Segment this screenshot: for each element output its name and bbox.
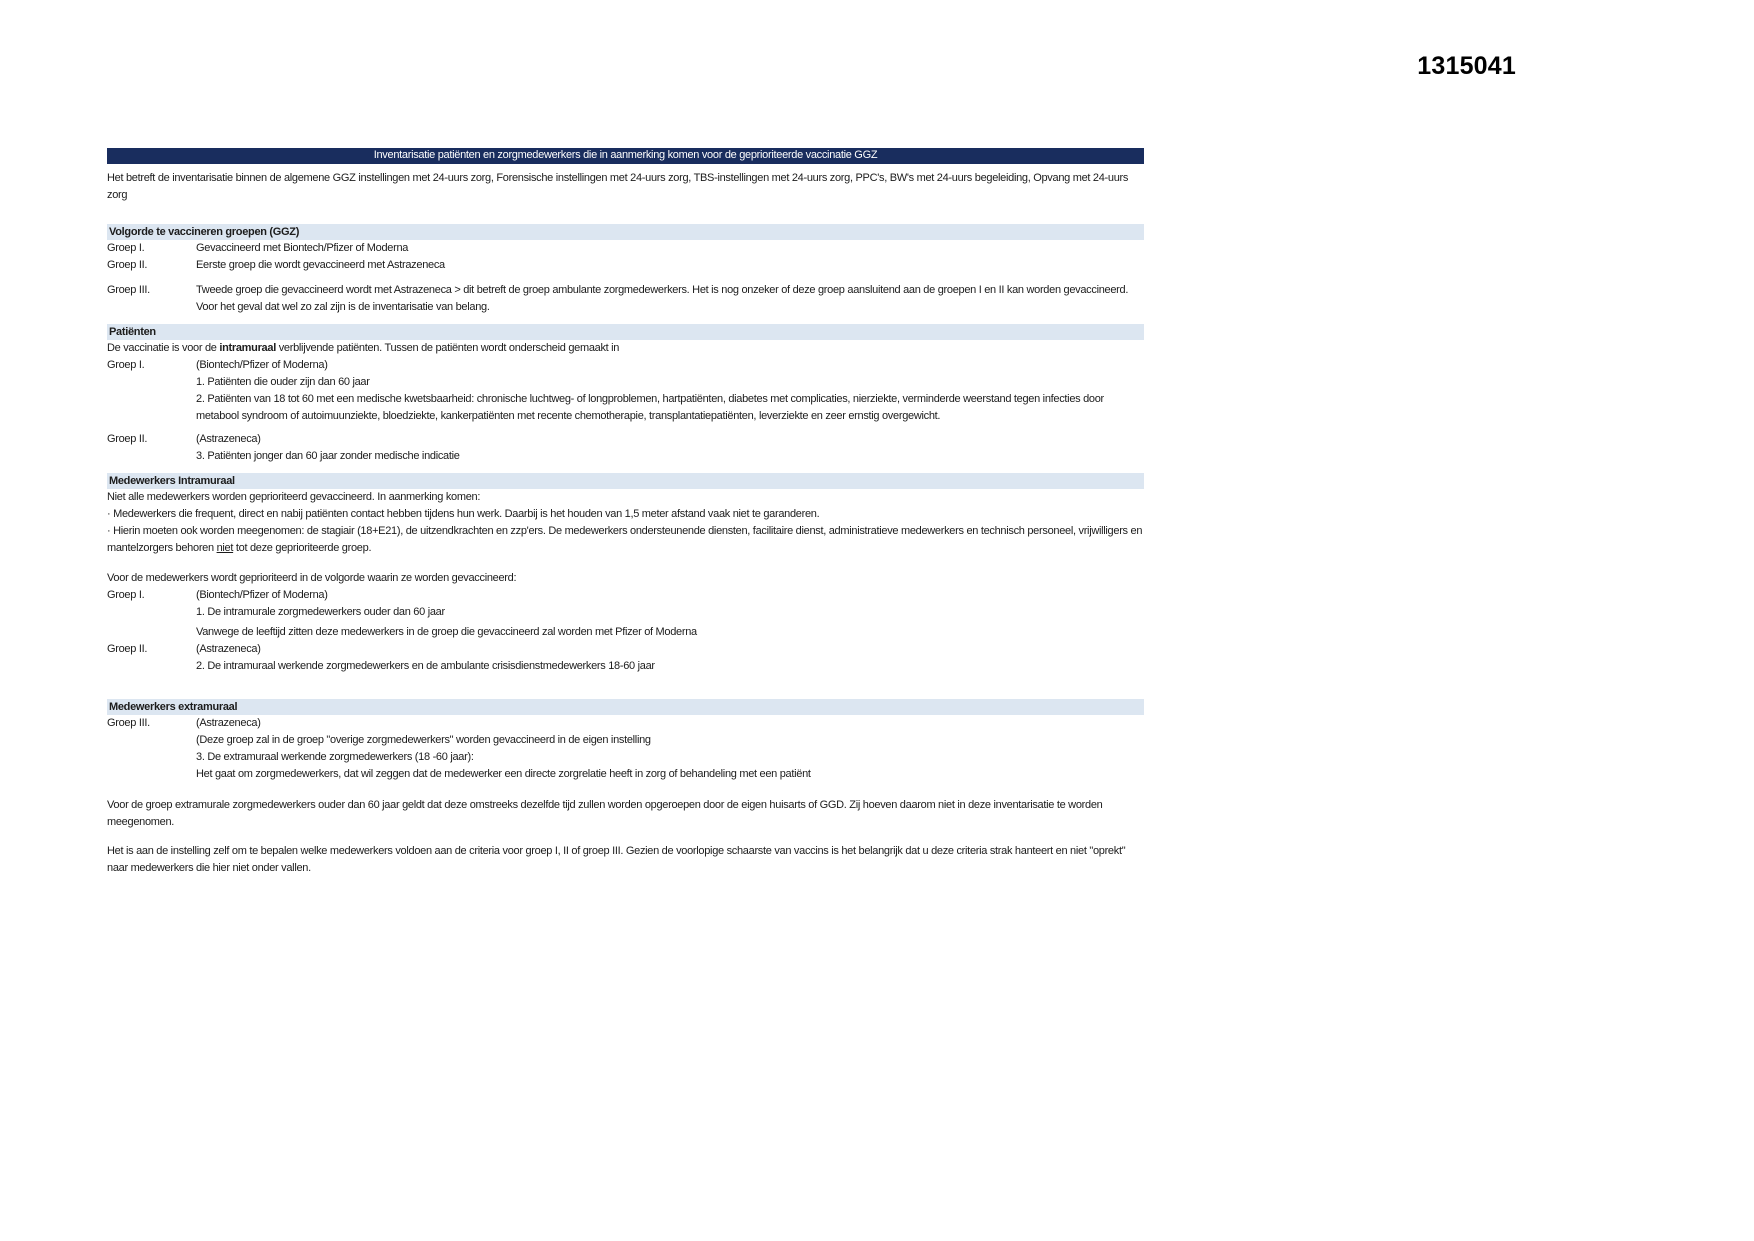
section-header-patienten: Patiënten [107, 324, 1144, 340]
intramuraal-bullet2-post: tot deze geprioriteerde groep. [233, 542, 372, 554]
group-text: Gevaccineerd met Biontech/Pfizer of Moderna [196, 242, 409, 254]
patienten-intro [107, 340, 1144, 357]
group-vaccine: (Astrazeneca) [196, 433, 261, 445]
group-vaccine: (Astrazeneca) [196, 717, 261, 729]
group-row [107, 240, 1144, 257]
group-row [107, 431, 1144, 448]
list-item-note: Het gaat om zorgmedewerkers, dat wil zeggen dat de medewerker een directe zorgrelatie heeft in zorg of behandeling met een patiënt [196, 768, 811, 780]
patienten-intro-bold: intramuraal [219, 342, 276, 354]
group-text: Tweede groep die gevaccineerd wordt met Astrazeneca > dit betreft de groep ambulante zorgmedewerkers. Het is nog onzeker of deze groep aansluitend aan de groepen I en II kan worden gevaccineerd. Voor het geval dat wel zo zal zijn is de inventarisatie van belang. [196, 284, 1129, 313]
group-vaccine: (Astrazeneca) [196, 643, 261, 655]
intramuraal-bullet2-underline: niet [216, 542, 234, 554]
section-header-volgorde: Volgorde te vaccineren groepen (GGZ) [107, 224, 1144, 240]
list-item-note: Vanwege de leeftijd zitten deze medewerkers in de groep die gevaccineerd zal worden met Pfizer of Moderna [196, 626, 697, 638]
group-row [107, 257, 1144, 274]
patienten-intro-post: verblijvende patiënten. Tussen de patiënten wordt onderscheid gemaakt in [275, 342, 620, 354]
group-label: Groep I. [107, 589, 145, 601]
document-content [107, 148, 1144, 877]
group-label: Groep II. [107, 433, 148, 445]
group-label: Groep III. [107, 284, 150, 296]
intramuraal-bullet2-pre: · Hierin moeten ook worden meegenomen: de stagiair (18+E21), de uitzendkrachten en zzp'ers. De medewerkers ondersteunende diensten, facilitaire dienst, administratieve medewerkers en technisch personeel, vrijwilligers en mantelzorgers behoren [107, 525, 1143, 554]
group-vaccine: (Biontech/Pfizer of Moderna) [196, 359, 328, 371]
list-item: 1. De intramurale zorgmedewerkers ouder dan 60 jaar [196, 606, 445, 618]
section-header-medewerkers-intramuraal: Medewerkers Intramuraal [107, 473, 1144, 489]
group-label: Groep I. [107, 242, 145, 254]
group-vaccine: (Biontech/Pfizer of Moderna) [196, 589, 328, 601]
intro-paragraph: Het betreft de inventarisatie binnen de algemene GGZ instellingen met 24-uurs zorg, Forensische instellingen met 24-uurs zorg, TBS-instellingen met 24-uurs zorg, PPC's, BW's met 24-uurs begeleiding, Opvang met 24-uurs zorg [107, 172, 1129, 201]
closing-paragraph: Het is aan de instelling zelf om te bepalen welke medewerkers voldoen aan de criteria voor groep I, II of groep III. Gezien de voorlopige schaarste van vaccins is het belangrijk dat u deze criteria strak hanteert en niet "oprekt" naar medewerkers die hier niet onder vallen. [107, 845, 1126, 874]
group-label: Groep III. [107, 717, 150, 729]
group-row [107, 282, 1144, 316]
group-label: Groep I. [107, 359, 145, 371]
group-label: Groep II. [107, 643, 148, 655]
closing-paragraph: Voor de groep extramurale zorgmedewerkers ouder dan 60 jaar geldt dat deze omstreeks dezelfde tijd zullen worden opgeroepen door de eigen huisarts of GGD. Zij hoeven daarom niet in deze inventarisatie te worden meegenomen. [107, 799, 1103, 828]
group-label: Groep II. [107, 259, 148, 271]
intramuraal-bullet: · Medewerkers die frequent, direct en nabij patiënten contact hebben tijdens hun werk. Daarbij is het houden van 1,5 meter afstand vaak niet te garanderen. [107, 508, 820, 520]
patienten-intro-pre: De vaccinatie is voor de [107, 342, 220, 354]
intramuraal-order-intro: Voor de medewerkers wordt geprioriteerd in de volgorde waarin ze worden gevaccineerd: [107, 572, 517, 584]
list-item: 1. Patiënten die ouder zijn dan 60 jaar [196, 376, 370, 388]
list-item: 3. De extramuraal werkende zorgmedewerkers (18 -60 jaar): [196, 751, 474, 763]
intramuraal-line: Niet alle medewerkers worden geprioriteerd gevaccineerd. In aanmerking komen: [107, 491, 481, 503]
group-row [107, 587, 1144, 604]
group-row [107, 357, 1144, 374]
group-row [107, 641, 1144, 658]
document-title-bar: Inventarisatie patiënten en zorgmedewerkers die in aanmerking komen voor de geprioriteerde vaccinatie GGZ [107, 148, 1144, 164]
document-number: 1315041 [1417, 52, 1516, 80]
list-item: 3. Patiënten jonger dan 60 jaar zonder medische indicatie [196, 450, 460, 462]
group-row [107, 715, 1144, 732]
section-header-medewerkers-extramuraal: Medewerkers extramuraal [107, 699, 1144, 715]
group-text: Eerste groep die wordt gevaccineerd met Astrazeneca [196, 259, 445, 271]
list-item: 2. Patiënten van 18 tot 60 met een medische kwetsbaarheid: chronische luchtweg- of longproblemen, hartpatiënten, diabetes met complicaties, nierziekte, verminderde weerstand tegen infecties door metabool syndroom of autoimuunziekte, bloedziekte, kankerpatiënten met recente chemotherapie, transplantatiepatiënten, leverziekte en zeer ernstig overgewicht. [196, 393, 1104, 422]
list-item-note: (Deze groep zal in de groep "overige zorgmedewerkers" worden gevaccineerd in de eigen instelling [196, 734, 651, 746]
list-item: 2. De intramuraal werkende zorgmedewerkers en de ambulante crisisdienstmedewerkers 18-60 jaar [196, 660, 655, 672]
intramuraal-bullet [107, 523, 1144, 557]
